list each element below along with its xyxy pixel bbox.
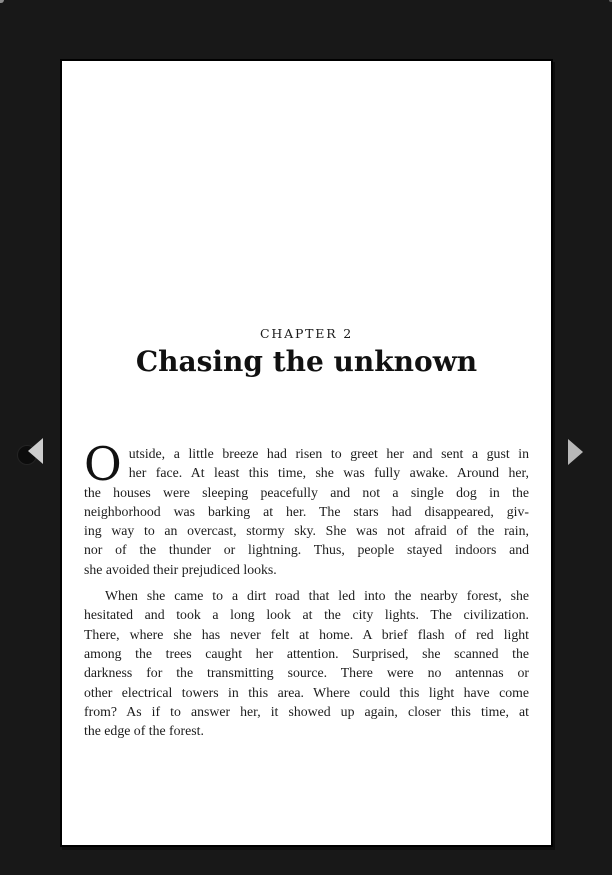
text-line: she avoided their prejudiced looks. bbox=[84, 561, 277, 577]
text-line: ing way to an overcast, stormy sky. She was not afraid of the rain, bbox=[84, 523, 529, 539]
paragraph bbox=[84, 586, 529, 740]
chapter-title: Chasing the unknown bbox=[135, 345, 478, 378]
previous-page-button[interactable] bbox=[12, 436, 48, 470]
text-line: hesitated and took a long look at the city lights. The civilization. bbox=[84, 607, 529, 623]
chapter-label: CHAPTER 2 bbox=[260, 326, 353, 341]
paragraph-lines bbox=[84, 437, 529, 579]
text-line: darkness for the transmitting source. There were no antennas or bbox=[84, 665, 529, 681]
paragraph bbox=[84, 437, 529, 579]
text-line: neighborhood was barking at her. The stars had disappeared, giv- bbox=[84, 503, 529, 519]
next-page-button[interactable] bbox=[566, 438, 590, 468]
book-page bbox=[60, 59, 553, 847]
text-line: nor of the thunder or lightning. Thus, people stayed indoors and bbox=[84, 542, 529, 558]
text-line: her face. At least this time, she was fully awake. Around her, bbox=[128, 465, 529, 481]
text-line: There, where she has never felt at home. A brief flash of red light bbox=[84, 626, 529, 642]
text-line: among the trees caught her attention. Surprised, she scanned the bbox=[84, 645, 529, 661]
next-arrow-icon bbox=[568, 439, 583, 465]
text-line: other electrical towers in this area. Where could this light have come bbox=[84, 684, 529, 700]
text-line: When she came to a dirt road that led into the nearby forest, she bbox=[105, 588, 529, 604]
text-line: the edge of the forest. bbox=[84, 723, 204, 739]
text-line: the houses were sleeping peacefully and not a single dog in the bbox=[84, 484, 529, 500]
window-corner-artifact bbox=[0, 0, 4, 3]
text-line: utside, a little breeze had risen to greet her and sent a gust in bbox=[128, 446, 529, 461]
paragraph-lines bbox=[84, 586, 529, 740]
page-body bbox=[84, 437, 529, 740]
previous-arrow-icon bbox=[28, 438, 43, 464]
dropcap: O bbox=[84, 437, 122, 491]
text-line: from? As if to answer her, it showed up again, closer this time, at bbox=[84, 703, 529, 719]
